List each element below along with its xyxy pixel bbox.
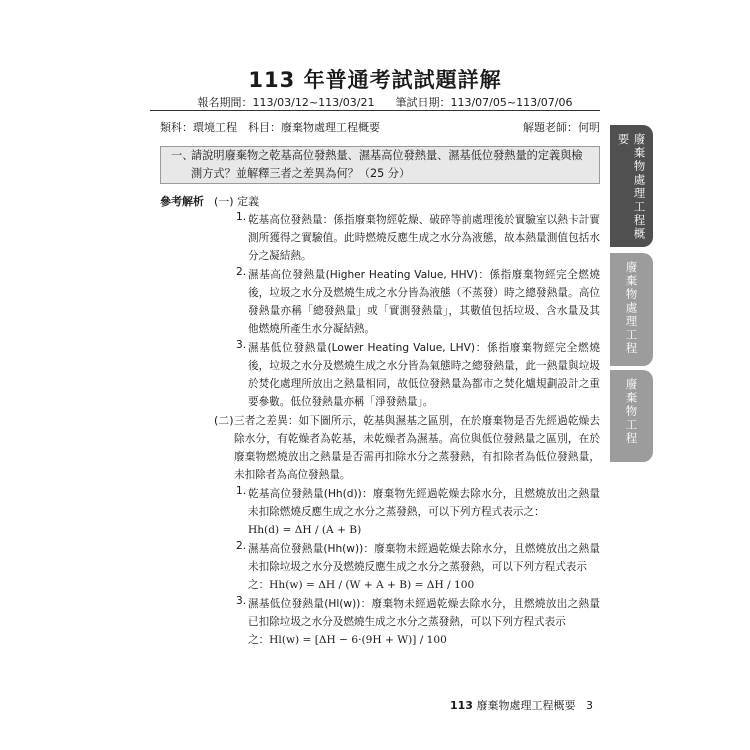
part2-heading: (二): [214, 414, 234, 427]
tab-waste-treatment-engineering-overview[interactable]: [610, 125, 653, 247]
question-number: 一、: [171, 149, 194, 162]
footer-subject: 廢棄物處理工程概要: [476, 699, 576, 712]
answer-label: 參考解析: [160, 195, 204, 208]
tab-label: 廢棄物處理工程: [624, 261, 639, 356]
page-footer: [450, 697, 593, 713]
differences-paragraph: 三者之差異：如下圖所示，乾基與濕基之區別，在於廢棄物是否先經過乾燥去除水分，有乾燥者為乾基，未乾燥者為濕基。高位與低位發熱量之區別，在於廢棄物燃燒放出之熱量是否需再扣除水分之蒸發熱，有扣除者為低位發熱量，未扣除者為高位發熱量。: [234, 415, 600, 481]
page-title: 113 年普通考試試題詳解: [248, 68, 502, 92]
exam-dates: 報名期間：113/03/12~113/03/21 筆試日期：113/07/05~113/07/06: [197, 96, 573, 109]
question-box: [160, 146, 600, 184]
item-number: 2.: [236, 540, 247, 552]
header-divider: [150, 110, 600, 111]
formula-dry-hhv: Hh(d) = ΔH / (A + B): [248, 524, 362, 536]
question-text: 請說明廢棄物之乾基高位發熱量、濕基高位發熱量、濕基低位發熱量的定義與檢測方式？並解釋三者之差異為何？（25 分）: [191, 149, 583, 180]
tab-label: 廢棄物處理工程概要: [616, 133, 647, 241]
footer-year: 113: [450, 699, 473, 712]
definition-wet-lhv: 濕基低位發熱量(Lower Heating Value, LHV)：係指廢棄物經完全燃燒後，垃圾之水分及燃燒生成之水分皆為氣態時之總發熱量，此一熱量與垃圾於焚化處理所放出之熱量相同，故低位發熱量為都市之焚化爐規劃設計之重要參數。低位發熱量亦稱「淨發熱量」。: [248, 342, 600, 408]
item-number: 2.: [236, 266, 247, 278]
teacher: 解題老師：何明: [523, 121, 600, 134]
diff-dry-hhv: 乾基高位發熱量(Hh(d))：廢棄物先經過乾燥去除水分，且燃燒放出之熱量未扣除燃燒反應生成之水分之蒸發熱，可以下列方程式表示之：: [248, 488, 600, 518]
formula-wet-lhv: 之：Hl(w) = [ΔH − 6·(9H + W)] / 100: [248, 634, 447, 646]
item-number: 1.: [236, 211, 247, 223]
item-number: 1.: [236, 485, 247, 497]
definition-wet-hhv: 濕基高位發熱量(Higher Heating Value, HHV)：係指廢棄物經完全燃燒後，垃圾之水分及燃燒生成之水分皆為液態（不蒸發）時之總發熱量。高位發熱量亦稱「總發熱量」或「實測發熱量」，其數值包括垃圾、含水量及其他燃燒所產生水分凝結熱。: [248, 269, 600, 335]
page-number: 3: [585, 699, 593, 712]
part1-heading: (一) 定義: [214, 195, 260, 208]
tab-waste-treatment-engineering[interactable]: [610, 253, 653, 366]
tab-label: 廢棄物工程: [624, 378, 639, 446]
tab-waste-engineering[interactable]: [610, 370, 653, 462]
formula-wet-hhv: 之：Hh(w) = ΔH / (W + A + B) = ΔH / 100: [248, 579, 475, 591]
diff-wet-lhv: 濕基低位發熱量(Hl(w))：廢棄物未經過乾燥去除水分，且燃燒放出之熱量已扣除垃圾之水分及燃燒生成之水分之蒸發熱，可以下列方程式表示: [248, 598, 600, 628]
definition-dry-hhv: 乾基高位發熱量：係指廢棄物經乾燥、破碎等前處理後於實驗室以熱卡計實測所獲得之實驗值。此時燃燒反應生成之水分為液態，故本熱量測值包括水分之凝結熱。: [248, 214, 600, 262]
category-row: [160, 119, 600, 135]
item-number: 3.: [236, 339, 247, 351]
diff-wet-hhv: 濕基高位發熱量(Hh(w))：廢棄物未經過乾燥去除水分，且燃燒放出之熱量未扣除垃圾之水分及燃燒反應生成之水分之蒸發熱，可以下列方程式表示: [248, 543, 600, 573]
item-number: 3.: [236, 595, 247, 607]
category-subject: 類科：環境工程 科目：廢棄物處理工程概要: [160, 121, 380, 134]
